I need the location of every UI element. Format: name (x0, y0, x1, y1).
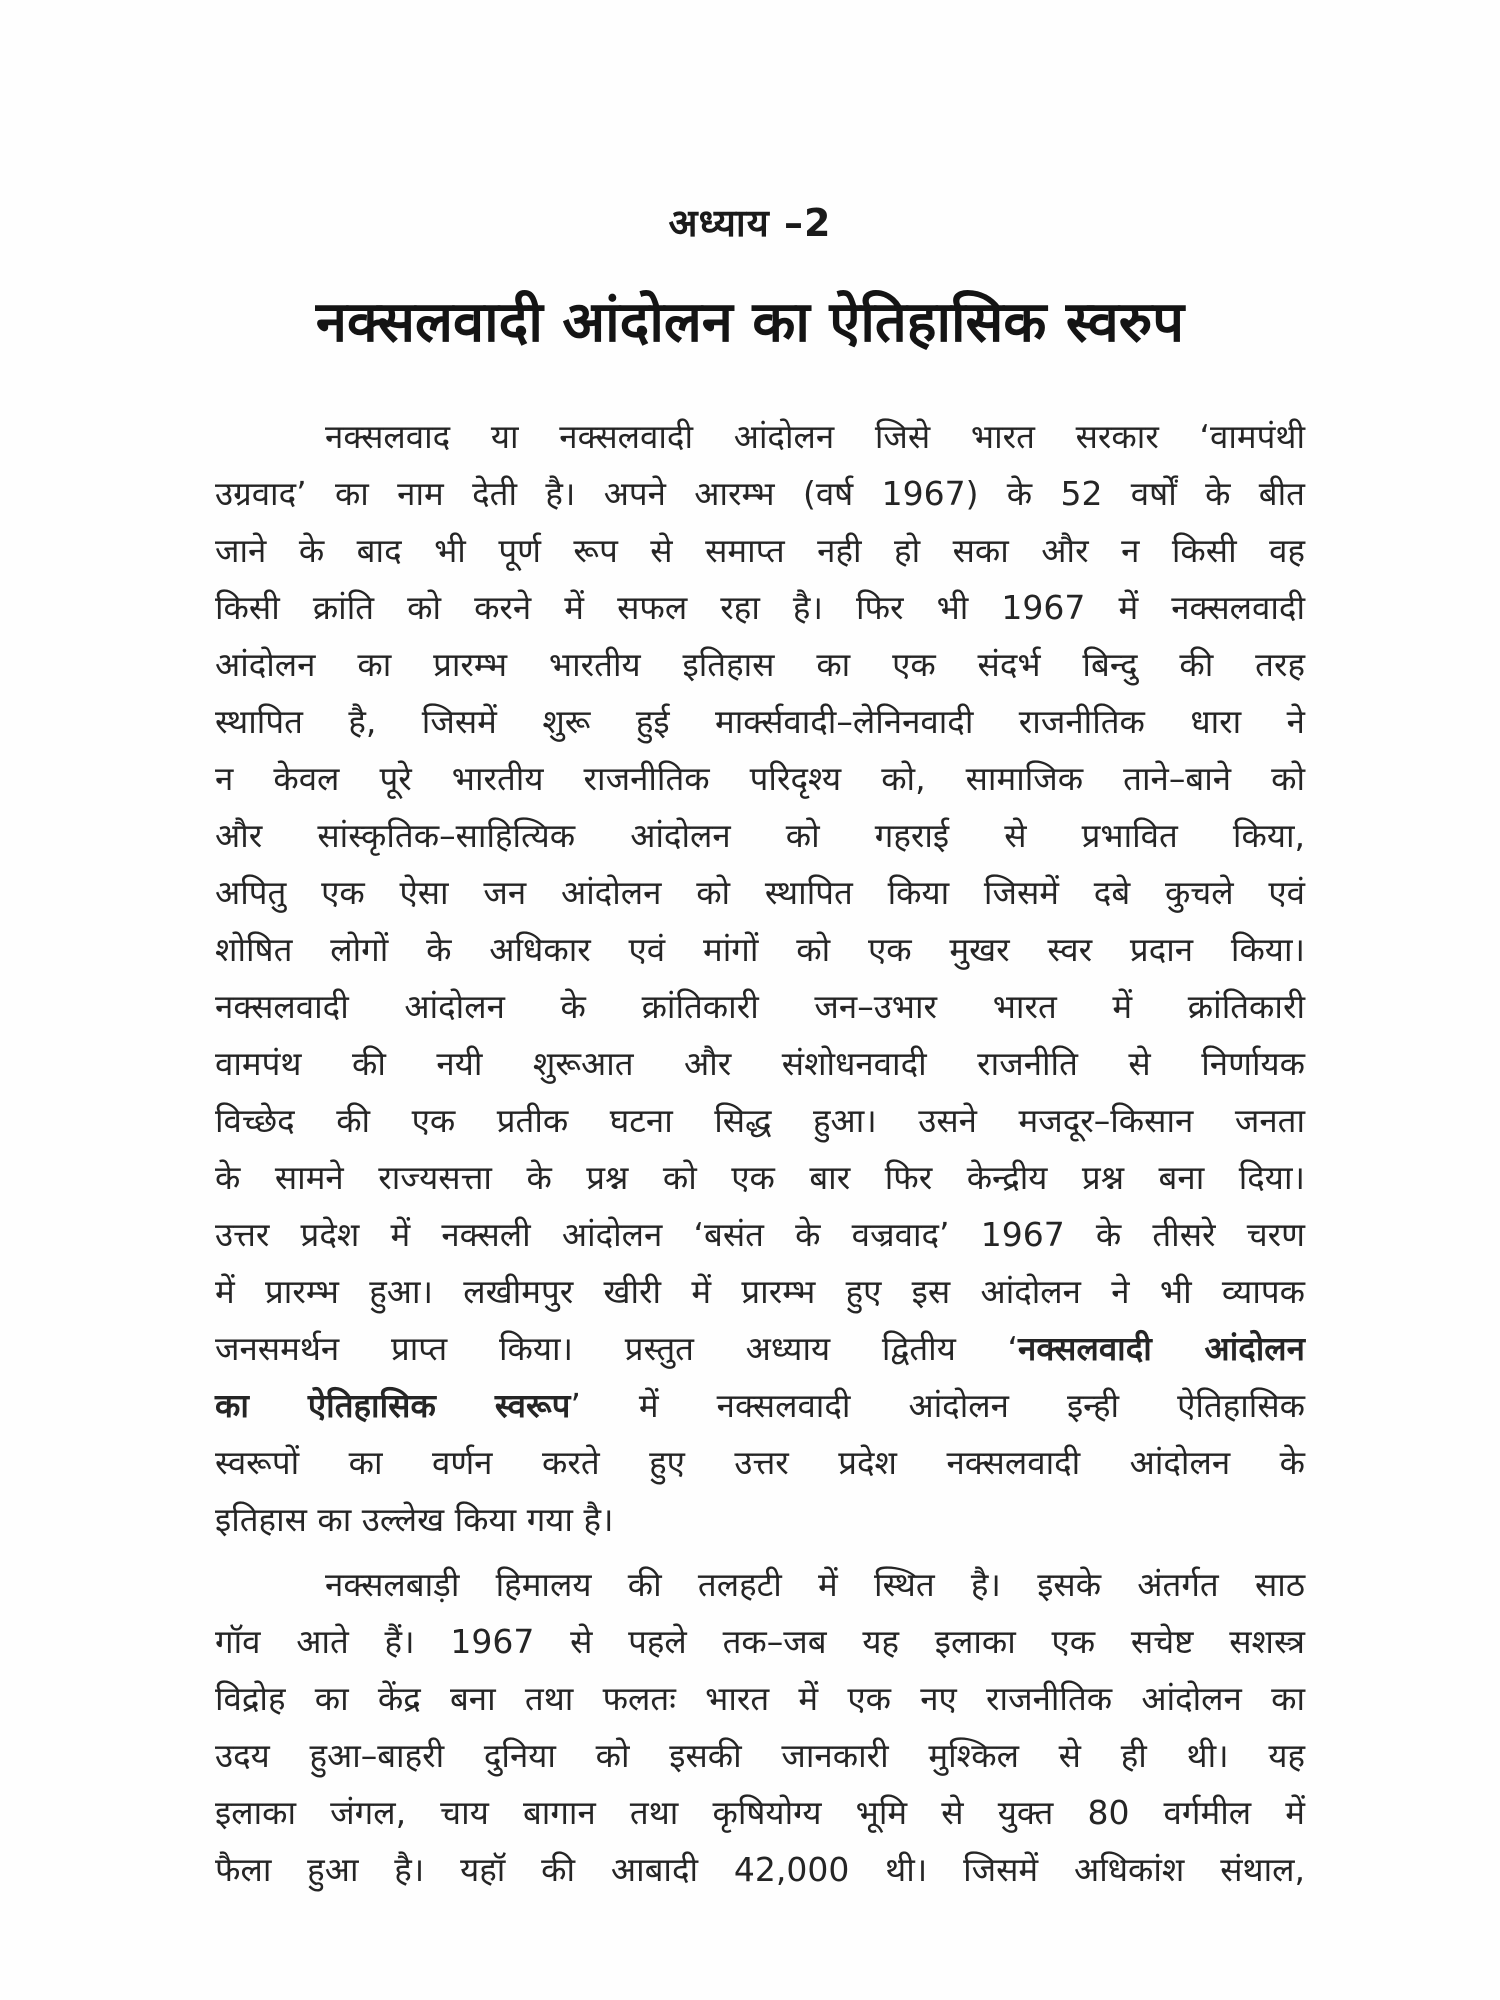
text-line (215, 1320, 1305, 1377)
text-line: न केवल पूरे भारतीय राजनीतिक परिदृश्य को, सामाजिक ताने–बाने को (215, 759, 1305, 798)
text-line: विच्छेद की एक प्रतीक घटना सिद्ध हुआ। उसने मजदूर–किसान जनता (215, 1101, 1305, 1140)
text-line: किसी क्रांति को करने में सफल रहा है। फिर भी 1967 में नक्सलवादी (215, 588, 1305, 627)
text-line: जाने के बाद भी पूर्ण रूप से समाप्त नही हो सका और न किसी वह (215, 531, 1305, 570)
text-line: नक्सलबाड़ी हिमालय की तलहटी में स्थित है। इसके अंतर्गत साठ (325, 1565, 1305, 1604)
text-line: उदय हुआ–बाहरी दुनिया को इसकी जानकारी मुश्किल से ही थी। यह (215, 1736, 1305, 1775)
text-line: वामपंथ की नयी शुरूआत और संशोधनवादी राजनीति से निर्णायक (215, 1044, 1305, 1083)
text-line: स्वरूपों का वर्णन करते हुए उत्तर प्रदेश नक्सलवादी आंदोलन के (215, 1443, 1305, 1482)
text-span: जनसमर्थन प्राप्त किया। प्रस्तुत अध्याय द्वितीय ‘ (215, 1329, 1019, 1368)
text-line: इतिहास का उल्लेख किया गया है। (215, 1500, 614, 1539)
paragraph-spacer (215, 1548, 1305, 1556)
paragraph-1 (215, 408, 1305, 1548)
body-text (215, 408, 1305, 1898)
text-line: स्थापित है, जिसमें शुरू हुई मार्क्सवादी–लेनिनवादी राजनीतिक धारा ने (215, 702, 1305, 741)
bold-chapter-reference: का ऐतिहासिक स्वरूप (215, 1386, 571, 1425)
text-line: गॉव आते हैं। 1967 से पहले तक–जब यह इलाका एक सचेष्ट सशस्त्र (215, 1622, 1305, 1661)
text-span: ’ में नक्सलवादी आंदोलन इन्ही ऐतिहासिक (570, 1386, 1305, 1425)
paragraph-2 (215, 1556, 1305, 1898)
text-line: इलाका जंगल, चाय बागान तथा कृषियोग्य भूमि से युक्त 80 वर्गमील में (215, 1793, 1305, 1832)
text-line: फैला हुआ है। यहॉ की आबादी 42,000 थी। जिसमें अधिकांश संथाल, (215, 1850, 1305, 1889)
bold-chapter-reference: नक्सलवादी आंदोलन (1018, 1329, 1305, 1368)
text-line: उग्रवाद’ का नाम देती है। अपने आरम्भ (वर्ष 1967) के 52 वर्षों के बीत (215, 474, 1305, 513)
text-line: शोषित लोगों के अधिकार एवं मांगों को एक मुखर स्वर प्रदान किया। (215, 930, 1305, 969)
text-line: के सामने राज्यसत्ता के प्रश्न को एक बार फिर केन्द्रीय प्रश्न बना दिया। (215, 1158, 1305, 1197)
text-line: उत्तर प्रदेश में नक्सली आंदोलन ‘बसंत के वज्रवाद’ 1967 के तीसरे चरण (215, 1215, 1305, 1254)
text-line: में प्रारम्भ हुआ। लखीमपुर खीरी में प्रारम्भ हुए इस आंदोलन ने भी व्यापक (215, 1272, 1305, 1311)
text-line: अपितु एक ऐसा जन आंदोलन को स्थापित किया जिसमें दबे कुचले एवं (215, 873, 1305, 912)
text-line: और सांस्कृतिक–साहित्यिक आंदोलन को गहराई से प्रभावित किया, (215, 816, 1305, 855)
text-line: नक्सलवाद या नक्सलवादी आंदोलन जिसे भारत सरकार ‘वामपंथी (325, 417, 1305, 456)
chapter-number: अध्याय –2 (668, 201, 832, 245)
text-line: विद्रोह का केंद्र बना तथा फलतः भारत में एक नए राजनीतिक आंदोलन का (215, 1679, 1305, 1718)
text-line (215, 1377, 1305, 1434)
text-line: आंदोलन का प्रारम्भ भारतीय इतिहास का एक संदर्भ बिन्दु की तरह (215, 645, 1305, 684)
text-line: नक्सलवादी आंदोलन के क्रांतिकारी जन–उभार भारत में क्रांतिकारी (215, 987, 1305, 1026)
chapter-title: नक्सलवादी आंदोलन का ऐतिहासिक स्वरुप (315, 290, 1185, 355)
